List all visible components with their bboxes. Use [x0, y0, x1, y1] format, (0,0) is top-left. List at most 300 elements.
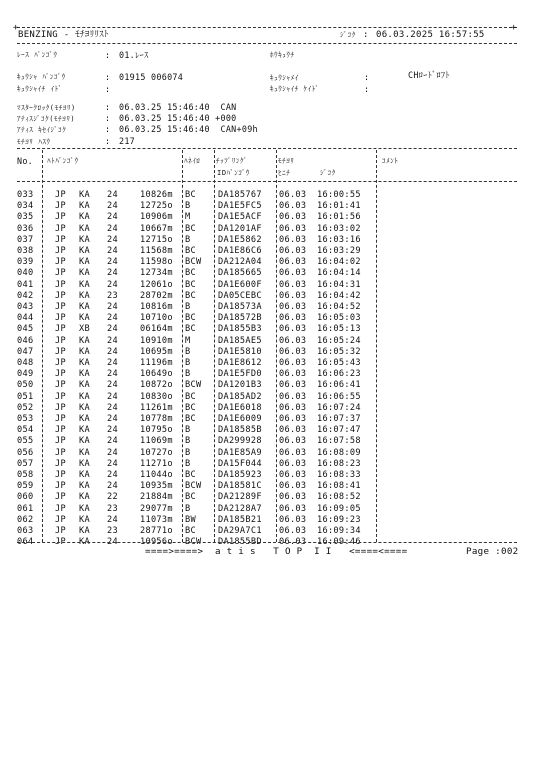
- row-time: 16:03:16: [317, 234, 361, 245]
- row-date: 06.03: [279, 268, 307, 279]
- row-chip-id: DA185B21: [218, 514, 262, 525]
- row-feather-color: BW: [185, 514, 196, 525]
- row-year: 24: [107, 223, 118, 234]
- row-time: 16:08:52: [317, 492, 361, 503]
- row-time: 16:06:55: [317, 391, 361, 402]
- row-chip-id: DA1E6018: [218, 402, 262, 413]
- row-feather-color: B: [185, 201, 191, 212]
- row-chip-id: DA1855B3: [218, 324, 262, 335]
- row-area: KA: [79, 369, 90, 380]
- row-area: XB: [79, 324, 90, 335]
- row-country: JP: [55, 470, 66, 480]
- table-top-rule: [17, 148, 517, 149]
- row-date: 06.03: [279, 369, 307, 380]
- row-feather-color: B: [185, 425, 191, 436]
- col-divider: [276, 150, 277, 542]
- club-name-label: ｷｭｳｼｬﾒｲ: [270, 74, 299, 82]
- col-arrival-3: ｼﾞｺｸ: [320, 169, 336, 177]
- row-area: KA: [79, 414, 90, 424]
- club-name-value: CHﾛｰﾄﾞﾛﾌﾄ: [408, 70, 450, 80]
- row-feather-color: BC: [185, 492, 196, 503]
- row-number: 060: [17, 492, 34, 503]
- row-year: 24: [107, 335, 118, 346]
- row-year: 24: [107, 234, 118, 245]
- page-number: Page :002: [466, 546, 519, 557]
- row-date: 06.03: [279, 436, 307, 447]
- row-date: 06.03: [279, 470, 307, 480]
- row-area: KA: [79, 279, 90, 290]
- row-year: 24: [107, 402, 118, 413]
- row-ring-number: 28702m: [140, 290, 173, 301]
- row-chip-id: DA299928: [218, 436, 262, 447]
- row-time: 16:07:24: [317, 402, 361, 413]
- row-time: 16:03:02: [317, 223, 361, 234]
- row-area: KA: [79, 268, 90, 279]
- row-date: 06.03: [279, 313, 307, 324]
- row-time: 16:08:09: [317, 447, 361, 458]
- row-time: 16:04:52: [317, 302, 361, 312]
- row-area: KA: [79, 313, 90, 324]
- row-chip-id: DA2128A7: [218, 503, 262, 514]
- row-country: JP: [55, 201, 66, 212]
- row-date: 06.03: [279, 425, 307, 436]
- row-time: 16:05:03: [317, 313, 361, 324]
- club-no-value: 01915 006074: [119, 72, 184, 82]
- row-number: 048: [17, 358, 34, 368]
- atis-start-value: 06.03.25 15:46:40 CAN+09h: [119, 124, 258, 134]
- row-chip-id: DA1E5810: [218, 346, 262, 357]
- master-clock-label: ﾏｽﾀｰｸﾛｯｸ(ﾓﾁﾖﾘ): [17, 104, 76, 112]
- sep: :: [105, 136, 111, 146]
- row-year: 24: [107, 369, 118, 380]
- row-feather-color: B: [185, 358, 191, 368]
- row-area: KA: [79, 514, 90, 525]
- row-country: JP: [55, 391, 66, 402]
- row-country: JP: [55, 234, 66, 245]
- row-ring-number: 10727o: [140, 447, 173, 458]
- row-ring-number: 10778m: [140, 414, 173, 424]
- col-chip-1: ﾁｯﾌﾟﾘﾝｸﾞ: [216, 157, 248, 165]
- row-feather-color: B: [185, 447, 191, 458]
- row-year: 24: [107, 346, 118, 357]
- row-date: 06.03: [279, 481, 307, 492]
- row-area: KA: [79, 470, 90, 480]
- report-title: BENZING - ﾓﾁﾖﾘﾘｽﾄ: [18, 30, 109, 40]
- atis-start-label: ｱﾃｨｽ ｷｾｲｼﾞｺｸ: [17, 126, 67, 134]
- count-label: ﾓﾁﾖﾘ ﾊｽｳ: [17, 138, 51, 146]
- row-number: 047: [17, 346, 34, 357]
- row-time: 16:04:42: [317, 290, 361, 301]
- col-divider: [42, 150, 43, 542]
- row-time: 16:04:31: [317, 279, 361, 290]
- row-chip-id: DA1201AF: [218, 223, 262, 234]
- row-country: JP: [55, 537, 66, 548]
- table-header-rule: [17, 181, 517, 182]
- row-area: KA: [79, 391, 90, 402]
- sep: :: [105, 84, 111, 94]
- row-date: 06.03: [279, 346, 307, 357]
- time-label: ｼﾞｺｸ: [340, 31, 356, 39]
- row-ring-number: 10935m: [140, 481, 173, 492]
- col-divider: [376, 150, 377, 542]
- row-chip-id: DA1E8612: [218, 358, 262, 368]
- top-rule: [17, 27, 517, 28]
- row-country: JP: [55, 514, 66, 525]
- sep: :: [364, 84, 370, 94]
- header-bottom-rule: [17, 43, 517, 44]
- table-bottom-rule: [17, 542, 517, 543]
- row-date: 06.03: [279, 246, 307, 256]
- race-no-label: ﾚｰｽ ﾊﾞﾝｺﾞｳ: [17, 51, 58, 59]
- row-feather-color: BC: [185, 470, 196, 480]
- row-area: KA: [79, 190, 90, 200]
- row-number: 063: [17, 526, 34, 536]
- row-country: JP: [55, 246, 66, 256]
- row-feather-color: BC: [185, 268, 196, 279]
- col-comment: ｺﾒﾝﾄ: [382, 157, 399, 165]
- row-ring-number: 06164m: [140, 324, 173, 335]
- row-number: 054: [17, 425, 34, 436]
- row-chip-id: DA185AE5: [218, 335, 262, 346]
- row-area: KA: [79, 503, 90, 514]
- row-feather-color: B: [185, 436, 191, 447]
- row-time: 16:04:02: [317, 257, 361, 268]
- row-country: JP: [55, 526, 66, 536]
- print-time: 06.03.2025 16:57:55: [376, 30, 485, 40]
- row-ring-number: 12061o: [140, 279, 173, 290]
- row-number: 042: [17, 290, 34, 301]
- row-area: KA: [79, 481, 90, 492]
- row-feather-color: BCW: [185, 257, 202, 268]
- row-year: 24: [107, 257, 118, 268]
- row-area: KA: [79, 380, 90, 391]
- row-feather-color: M: [185, 212, 191, 223]
- row-date: 06.03: [279, 234, 307, 245]
- row-year: 24: [107, 425, 118, 436]
- row-year: 24: [107, 313, 118, 324]
- row-number: 037: [17, 234, 34, 245]
- sep: :: [105, 72, 111, 82]
- row-chip-id: DA1E5FC5: [218, 201, 262, 212]
- row-time: 16:05:43: [317, 358, 361, 368]
- row-time: 16:08:41: [317, 481, 361, 492]
- row-chip-id: DA1855BD: [218, 537, 262, 548]
- row-feather-color: BC: [185, 526, 196, 536]
- row-year: 24: [107, 324, 118, 335]
- row-country: JP: [55, 346, 66, 357]
- row-time: 16:01:56: [317, 212, 361, 223]
- row-time: 16:05:13: [317, 324, 361, 335]
- club-no-label: ｷｭｳｼｬ ﾊﾞﾝｺﾞｳ: [17, 73, 66, 81]
- row-chip-id: DA21289F: [218, 492, 262, 503]
- row-feather-color: BC: [185, 223, 196, 234]
- row-chip-id: DA29A7C1: [218, 526, 262, 536]
- sep: :: [364, 72, 370, 82]
- row-number: 040: [17, 268, 34, 279]
- row-ring-number: 28771o: [140, 526, 173, 536]
- row-year: 24: [107, 514, 118, 525]
- atis-time-label: ｱﾃｨｽｼﾞｺｸ(ﾓﾁﾖﾘ): [17, 115, 76, 123]
- row-country: JP: [55, 324, 66, 335]
- row-chip-id: DA18572B: [218, 313, 262, 324]
- row-number: 033: [17, 190, 34, 200]
- row-date: 06.03: [279, 223, 307, 234]
- row-date: 06.03: [279, 190, 307, 200]
- row-area: KA: [79, 402, 90, 413]
- row-date: 06.03: [279, 447, 307, 458]
- row-number: 034: [17, 201, 34, 212]
- row-feather-color: BC: [185, 324, 196, 335]
- row-number: 035: [17, 212, 34, 223]
- row-date: 06.03: [279, 279, 307, 290]
- row-ring-number: 10826m: [140, 190, 173, 200]
- row-year: 24: [107, 537, 118, 548]
- row-number: 061: [17, 503, 34, 514]
- row-date: 06.03: [279, 302, 307, 312]
- col-arrival-2: ﾋﾆﾁ: [278, 169, 291, 177]
- row-time: 16:04:14: [317, 268, 361, 279]
- row-ring-number: 11073m: [140, 514, 173, 525]
- row-time: 16:00:55: [317, 190, 361, 200]
- row-time: 16:06:41: [317, 380, 361, 391]
- row-year: 24: [107, 414, 118, 424]
- row-ring-number: 10872o: [140, 380, 173, 391]
- row-chip-id: DA18573A: [218, 302, 262, 312]
- row-date: 06.03: [279, 414, 307, 424]
- col-divider: [182, 150, 183, 542]
- row-country: JP: [55, 358, 66, 368]
- row-year: 24: [107, 279, 118, 290]
- row-date: 06.03: [279, 380, 307, 391]
- row-country: JP: [55, 268, 66, 279]
- corner-plus: +: [511, 23, 517, 33]
- row-time: 16:08:33: [317, 470, 361, 480]
- row-ring-number: 21884m: [140, 492, 173, 503]
- row-area: KA: [79, 201, 90, 212]
- footer-banner: ====>====> a t i s T O P I I <====<====: [145, 546, 408, 557]
- row-country: JP: [55, 212, 66, 223]
- row-number: 056: [17, 447, 34, 458]
- row-feather-color: M: [185, 335, 191, 346]
- sep: :: [105, 50, 111, 60]
- row-ring-number: 10816m: [140, 302, 173, 312]
- row-ring-number: 10795o: [140, 425, 173, 436]
- row-time: 16:05:24: [317, 335, 361, 346]
- row-number: 036: [17, 223, 34, 234]
- row-date: 06.03: [279, 335, 307, 346]
- row-time: 16:09:34: [317, 526, 361, 536]
- row-date: 06.03: [279, 257, 307, 268]
- row-country: JP: [55, 414, 66, 424]
- row-year: 22: [107, 492, 118, 503]
- row-country: JP: [55, 436, 66, 447]
- row-time: 16:07:37: [317, 414, 361, 424]
- row-date: 06.03: [279, 458, 307, 469]
- row-year: 24: [107, 447, 118, 458]
- row-time: 16:07:58: [317, 436, 361, 447]
- row-chip-id: DA18581C: [218, 481, 262, 492]
- row-date: 06.03: [279, 290, 307, 301]
- row-chip-id: DA1201B3: [218, 380, 262, 391]
- row-date: 06.03: [279, 212, 307, 223]
- row-time: 16:07:47: [317, 425, 361, 436]
- row-year: 24: [107, 458, 118, 469]
- row-number: 038: [17, 246, 34, 256]
- row-ring-number: 12715o: [140, 234, 173, 245]
- row-area: KA: [79, 223, 90, 234]
- row-time: 16:05:32: [317, 346, 361, 357]
- corner-plus: +: [13, 23, 19, 33]
- row-area: KA: [79, 257, 90, 268]
- row-time: 16:03:29: [317, 246, 361, 256]
- row-ring-number: 12725o: [140, 201, 173, 212]
- row-country: JP: [55, 402, 66, 413]
- row-year: 24: [107, 268, 118, 279]
- row-date: 06.03: [279, 503, 307, 514]
- lon-label: ｷｭｳｼｬｲﾁ ｹｲﾄﾞ: [270, 85, 320, 93]
- row-date: 06.03: [279, 201, 307, 212]
- row-feather-color: BCW: [185, 481, 202, 492]
- row-chip-id: DA1E5ACF: [218, 212, 262, 223]
- release-label: ﾎｳｷｭｳﾁ: [270, 51, 295, 59]
- master-clock-value: 06.03.25 15:46:40 CAN: [119, 102, 237, 112]
- row-chip-id: DA1E5FD0: [218, 369, 262, 380]
- row-feather-color: B: [185, 458, 191, 469]
- row-ring-number: 11069m: [140, 436, 173, 447]
- row-year: 24: [107, 246, 118, 256]
- row-country: JP: [55, 492, 66, 503]
- row-chip-id: DA185767: [218, 190, 262, 200]
- row-number: 059: [17, 481, 34, 492]
- row-feather-color: B: [185, 234, 191, 245]
- row-time: 16:09:46: [317, 537, 361, 548]
- row-feather-color: B: [185, 346, 191, 357]
- row-year: 23: [107, 290, 118, 301]
- row-number: 041: [17, 279, 34, 290]
- row-ring-number: 10910m: [140, 335, 173, 346]
- row-year: 24: [107, 391, 118, 402]
- row-country: JP: [55, 257, 66, 268]
- row-number: 045: [17, 324, 34, 335]
- row-number: 044: [17, 313, 34, 324]
- row-feather-color: B: [185, 503, 191, 514]
- sep: :: [105, 113, 111, 123]
- row-number: 039: [17, 257, 34, 268]
- row-year: 24: [107, 212, 118, 223]
- row-number: 057: [17, 458, 34, 469]
- row-ring-number: 10649o: [140, 369, 173, 380]
- row-country: JP: [55, 302, 66, 312]
- row-ring-number: 10830o: [140, 391, 173, 402]
- row-chip-id: DA185AD2: [218, 391, 262, 402]
- row-ring-number: 10906m: [140, 212, 173, 223]
- count-value: 217: [119, 136, 136, 146]
- lat-label: ｷｭｳｼｬｲﾁ ｲﾄﾞ: [17, 85, 63, 93]
- row-country: JP: [55, 369, 66, 380]
- row-ring-number: 11196m: [140, 358, 173, 368]
- row-ring-number: 11261m: [140, 402, 173, 413]
- row-ring-number: 12734m: [140, 268, 173, 279]
- row-number: 043: [17, 302, 34, 312]
- col-no: No.: [17, 156, 34, 166]
- row-chip-id: DA1E85A9: [218, 447, 262, 458]
- row-feather-color: B: [185, 302, 191, 312]
- row-area: KA: [79, 492, 90, 503]
- row-country: JP: [55, 223, 66, 234]
- row-time: 16:09:23: [317, 514, 361, 525]
- row-area: KA: [79, 358, 90, 368]
- row-feather-color: BC: [185, 290, 196, 301]
- row-ring-number: 10695m: [140, 346, 173, 357]
- row-number: 062: [17, 514, 34, 525]
- col-chip-2: IDﾊﾞﾝｺﾞｳ: [217, 169, 251, 177]
- row-time: 16:08:23: [317, 458, 361, 469]
- row-feather-color: BC: [185, 391, 196, 402]
- row-chip-id: DA1E86C6: [218, 246, 262, 256]
- race-no-value: 01.ﾚｰｽ: [119, 50, 149, 60]
- row-area: KA: [79, 526, 90, 536]
- row-feather-color: B: [185, 369, 191, 380]
- row-chip-id: DA1E5862: [218, 234, 262, 245]
- row-country: JP: [55, 458, 66, 469]
- row-number: 055: [17, 436, 34, 447]
- row-area: KA: [79, 346, 90, 357]
- row-number: 058: [17, 470, 34, 480]
- row-year: 24: [107, 302, 118, 312]
- row-country: JP: [55, 380, 66, 391]
- row-chip-id: DA15F044: [218, 458, 262, 469]
- row-chip-id: DA05CEBC: [218, 290, 262, 301]
- row-feather-color: BC: [185, 246, 196, 256]
- row-ring-number: 29077m: [140, 503, 173, 514]
- row-ring-number: 10710o: [140, 313, 173, 324]
- row-year: 24: [107, 201, 118, 212]
- row-year: 24: [107, 470, 118, 480]
- row-area: KA: [79, 234, 90, 245]
- row-date: 06.03: [279, 402, 307, 413]
- time-sep: :: [363, 30, 369, 40]
- row-country: JP: [55, 503, 66, 514]
- row-chip-id: DA212A04: [218, 257, 262, 268]
- row-country: JP: [55, 190, 66, 200]
- row-time: 16:01:41: [317, 201, 361, 212]
- row-year: 24: [107, 358, 118, 368]
- row-year: 24: [107, 436, 118, 447]
- row-chip-id: DA185665: [218, 268, 262, 279]
- row-feather-color: BC: [185, 190, 196, 200]
- sep: :: [105, 124, 111, 134]
- row-country: JP: [55, 481, 66, 492]
- row-year: 24: [107, 190, 118, 200]
- row-year: 23: [107, 503, 118, 514]
- row-chip-id: DA1E600F: [218, 279, 262, 290]
- row-date: 06.03: [279, 514, 307, 525]
- row-area: KA: [79, 246, 90, 256]
- row-area: KA: [79, 537, 90, 548]
- row-country: JP: [55, 279, 66, 290]
- row-ring-number: 10667m: [140, 223, 173, 234]
- col-ring: ﾊﾄﾊﾞﾝｺﾞｳ: [47, 157, 79, 165]
- row-country: JP: [55, 447, 66, 458]
- row-area: KA: [79, 212, 90, 223]
- row-country: JP: [55, 290, 66, 301]
- row-feather-color: BCW: [185, 380, 202, 391]
- row-date: 06.03: [279, 526, 307, 536]
- row-ring-number: 11044o: [140, 470, 173, 480]
- row-area: KA: [79, 425, 90, 436]
- row-area: KA: [79, 458, 90, 469]
- row-ring-number: 11598o: [140, 257, 173, 268]
